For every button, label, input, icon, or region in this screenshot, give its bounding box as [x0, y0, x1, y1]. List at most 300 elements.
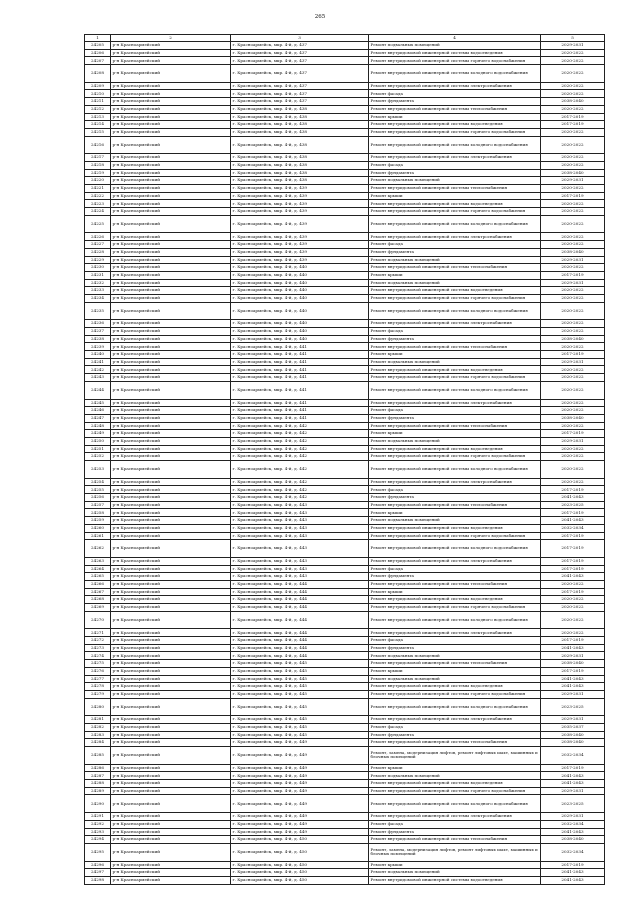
period-cell: 2029-2031 — [541, 716, 605, 724]
work-type-cell: Ремонт внутридомовой инженерной системы водоотведения — [369, 445, 541, 453]
address-cell: г. Красноармейск, мкр. 4-й, д. 440 — [231, 328, 369, 336]
period-cell: 2020-2022 — [541, 461, 605, 479]
district-cell: р-н Красноармейский — [111, 302, 231, 320]
address-cell: г. Красноармейск, мкр. 4-й, д. 449 — [231, 739, 369, 747]
table-row — [85, 509, 605, 517]
district-cell: р-н Красноармейский — [111, 478, 231, 486]
table-body — [85, 42, 605, 885]
district-cell: р-н Красноармейский — [111, 747, 231, 765]
address-cell: г. Красноармейск, мкр. 4-й, д. 442 — [231, 445, 369, 453]
row-number: 24284 — [85, 739, 111, 747]
work-type-cell: Ремонт внутридомовой инженерной системы холодного водоснабжения — [369, 65, 541, 83]
row-number: 24218 — [85, 161, 111, 169]
period-cell: 2020-2022 — [541, 604, 605, 612]
address-cell: г. Красноармейск, мкр. 4-й, д. 440 — [231, 294, 369, 302]
work-type-cell: Ремонт внутридомовой инженерной системы теплоснабжения — [369, 185, 541, 193]
table-row — [85, 136, 605, 154]
address-cell: г. Красноармейск, мкр. 4-й, д. 438 — [231, 121, 369, 129]
table-row — [85, 517, 605, 525]
address-cell: г. Красноармейск, мкр. 4-й, д. 442 — [231, 486, 369, 494]
period-cell: 2029-2031 — [541, 279, 605, 287]
work-type-cell: Ремонт внутридомовой инженерной системы теплоснабжения — [369, 343, 541, 351]
row-number: 24283 — [85, 731, 111, 739]
district-cell: р-н Красноармейский — [111, 596, 231, 604]
work-type-cell: Ремонт фасада — [369, 90, 541, 98]
table-row — [85, 573, 605, 581]
row-number: 24206 — [85, 49, 111, 57]
work-type-cell: Ремонт внутридомовой инженерной системы водоотведения — [369, 287, 541, 295]
table-row — [85, 453, 605, 461]
work-type-cell: Ремонт крыши — [369, 351, 541, 359]
period-cell: 2023-2025 — [541, 698, 605, 716]
address-cell: г. Красноармейск, мкр. 4-й, д. 438 — [231, 128, 369, 136]
work-type-cell: Ремонт внутридомовой инженерной системы холодного водоснабжения — [369, 302, 541, 320]
table-row — [85, 764, 605, 772]
district-cell: р-н Красноармейский — [111, 215, 231, 233]
work-type-cell: Ремонт внутридомовой инженерной системы водоотведения — [369, 200, 541, 208]
work-type-cell: Ремонт внутридомовой инженерной системы электроснабжения — [369, 813, 541, 821]
table-row — [85, 154, 605, 162]
period-cell: 2020-2022 — [541, 154, 605, 162]
district-cell: р-н Красноармейский — [111, 192, 231, 200]
table-row — [85, 422, 605, 430]
address-cell: г. Красноармейск, мкр. 4-й, д. 441 — [231, 343, 369, 351]
table-row — [85, 637, 605, 645]
address-cell: г. Красноармейск, мкр. 4-й, д. 449 — [231, 795, 369, 813]
row-number: 24231 — [85, 271, 111, 279]
table-row — [85, 437, 605, 445]
work-type-cell: Ремонт фундамента — [369, 414, 541, 422]
table-row — [85, 414, 605, 422]
row-number: 24292 — [85, 820, 111, 828]
table-row — [85, 335, 605, 343]
address-cell: г. Красноармейск, мкр. 4-й, д. 443 — [231, 524, 369, 532]
table-row — [85, 177, 605, 185]
table-row — [85, 629, 605, 637]
row-number: 24210 — [85, 90, 111, 98]
period-cell: 2020-2022 — [541, 328, 605, 336]
district-cell: р-н Красноармейский — [111, 772, 231, 780]
district-cell: р-н Красноармейский — [111, 248, 231, 256]
row-number: 24239 — [85, 343, 111, 351]
work-type-cell: Ремонт фасада — [369, 723, 541, 731]
work-type-cell: Ремонт крыши — [369, 667, 541, 675]
district-cell: р-н Красноармейский — [111, 65, 231, 83]
row-number: 24250 — [85, 437, 111, 445]
work-type-cell: Ремонт подвальных помещений — [369, 869, 541, 877]
row-number: 24266 — [85, 580, 111, 588]
table-row — [85, 494, 605, 502]
row-number: 24254 — [85, 478, 111, 486]
table-row — [85, 271, 605, 279]
district-cell: р-н Красноармейский — [111, 611, 231, 629]
address-cell: г. Красноармейск, мкр. 4-й, д. 438 — [231, 169, 369, 177]
address-cell: г. Красноармейск, мкр. 4-й, д. 444 — [231, 588, 369, 596]
period-cell: 2020-2022 — [541, 302, 605, 320]
period-cell: 2020-2022 — [541, 399, 605, 407]
period-cell: 2017-2019 — [541, 113, 605, 121]
address-cell: г. Красноармейск, мкр. 4-й, д. 437 — [231, 90, 369, 98]
district-cell: р-н Красноармейский — [111, 869, 231, 877]
row-number: 24212 — [85, 105, 111, 113]
district-cell: р-н Красноармейский — [111, 667, 231, 675]
address-cell: г. Красноармейск, мкр. 4-й, д. 443 — [231, 501, 369, 509]
row-number: 24275 — [85, 660, 111, 668]
work-type-cell: Ремонт подвальных помещений — [369, 42, 541, 50]
row-number: 24222 — [85, 192, 111, 200]
district-cell: р-н Красноармейский — [111, 422, 231, 430]
table-row — [85, 739, 605, 747]
table-row — [85, 486, 605, 494]
row-number: 24228 — [85, 248, 111, 256]
row-number: 24245 — [85, 399, 111, 407]
table-row — [85, 813, 605, 821]
work-type-cell: Ремонт внутридомовой инженерной системы электроснабжения — [369, 629, 541, 637]
row-number: 24293 — [85, 828, 111, 836]
table-row — [85, 501, 605, 509]
address-cell: г. Красноармейск, мкр. 4-й, д. 444 — [231, 652, 369, 660]
work-type-cell: Ремонт фасада — [369, 241, 541, 249]
row-number: 24274 — [85, 652, 111, 660]
address-cell: г. Красноармейск, мкр. 4-й, д. 440 — [231, 271, 369, 279]
table-row — [85, 731, 605, 739]
table-row — [85, 105, 605, 113]
table-row — [85, 264, 605, 272]
table-row — [85, 82, 605, 90]
work-type-cell: Ремонт внутридомовой инженерной системы водоотведения — [369, 683, 541, 691]
period-cell: 2032-2034 — [541, 747, 605, 765]
table-row — [85, 698, 605, 716]
address-cell: г. Красноармейск, мкр. 4-й, д. 438 — [231, 177, 369, 185]
period-cell: 2041-2043 — [541, 517, 605, 525]
address-cell: г. Красноармейск, мкр. 4-й, д. 445 — [231, 675, 369, 683]
row-number: 24270 — [85, 611, 111, 629]
address-cell: г. Красноармейск, мкр. 4-й, д. 439 — [231, 233, 369, 241]
district-cell: р-н Красноармейский — [111, 366, 231, 374]
period-cell: 2017-2019 — [541, 121, 605, 129]
row-number: 24214 — [85, 121, 111, 129]
row-number: 24286 — [85, 764, 111, 772]
work-type-cell: Ремонт внутридомовой инженерной системы теплоснабжения — [369, 501, 541, 509]
row-number: 24225 — [85, 215, 111, 233]
row-number: 24256 — [85, 494, 111, 502]
period-cell: 2029-2031 — [541, 437, 605, 445]
work-type-cell: Ремонт фундамента — [369, 169, 541, 177]
address-cell: г. Красноармейск, мкр. 4-й, д. 449 — [231, 764, 369, 772]
table-row — [85, 580, 605, 588]
work-type-cell: Ремонт, замена, модернизация лифтов, ремонт лифтовых шахт, машинных и блочных помещений — [369, 843, 541, 861]
period-cell: 2035-2037 — [541, 723, 605, 731]
work-type-cell: Ремонт внутридомовой инженерной системы теплоснабжения — [369, 836, 541, 844]
period-cell: 2020-2022 — [541, 374, 605, 382]
work-type-cell: Ремонт фундамента — [369, 494, 541, 502]
period-cell: 2017-2019 — [541, 430, 605, 438]
work-type-cell: Ремонт крыши — [369, 113, 541, 121]
table-row — [85, 121, 605, 129]
district-cell: р-н Красноармейский — [111, 461, 231, 479]
address-cell: г. Красноармейск, мкр. 4-й, д. 441 — [231, 351, 369, 359]
district-cell: р-н Красноармейский — [111, 49, 231, 57]
work-type-cell: Ремонт внутридомовой инженерной системы холодного водоснабжения — [369, 461, 541, 479]
district-cell: р-н Красноармейский — [111, 177, 231, 185]
table-row — [85, 667, 605, 675]
row-number: 24227 — [85, 241, 111, 249]
district-cell: р-н Красноармейский — [111, 335, 231, 343]
district-cell: р-н Красноармейский — [111, 208, 231, 216]
address-cell: г. Красноармейск, мкр. 4-й, д. 439 — [231, 208, 369, 216]
district-cell: р-н Красноармейский — [111, 690, 231, 698]
work-type-cell: Ремонт подвальных помещений — [369, 358, 541, 366]
row-number: 24215 — [85, 128, 111, 136]
work-type-cell: Ремонт внутридомовой инженерной системы водоотведения — [369, 121, 541, 129]
work-type-cell: Ремонт крыши — [369, 588, 541, 596]
district-cell: р-н Красноармейский — [111, 731, 231, 739]
row-number: 24279 — [85, 690, 111, 698]
work-type-cell: Ремонт внутридомовой инженерной системы электроснабжения — [369, 320, 541, 328]
row-number: 24289 — [85, 787, 111, 795]
table-row — [85, 399, 605, 407]
period-cell: 2020-2022 — [541, 580, 605, 588]
period-cell: 2017-2019 — [541, 764, 605, 772]
address-cell: г. Красноармейск, мкр. 4-й, д. 443 — [231, 509, 369, 517]
district-cell: р-н Красноармейский — [111, 876, 231, 884]
address-cell: г. Красноармейск, мкр. 4-й, д. 443 — [231, 557, 369, 565]
address-cell: г. Красноармейск, мкр. 4-й, д. 449 — [231, 747, 369, 765]
table-row — [85, 611, 605, 629]
work-type-cell: Ремонт фасада — [369, 328, 541, 336]
table-row — [85, 407, 605, 415]
table-row — [85, 843, 605, 861]
period-cell: 2020-2022 — [541, 65, 605, 83]
address-cell: г. Красноармейск, мкр. 4-й, д. 437 — [231, 57, 369, 65]
row-number: 24223 — [85, 200, 111, 208]
district-cell: р-н Красноармейский — [111, 787, 231, 795]
period-cell: 2017-2019 — [541, 588, 605, 596]
period-cell: 2041-2043 — [541, 573, 605, 581]
table-row — [85, 241, 605, 249]
period-cell: 2017-2019 — [541, 351, 605, 359]
row-number: 24280 — [85, 698, 111, 716]
table-row — [85, 644, 605, 652]
row-number: 24255 — [85, 486, 111, 494]
address-cell: г. Красноармейск, мкр. 4-й, д. 438 — [231, 105, 369, 113]
work-type-cell: Ремонт внутридомовой инженерной системы горячего водоснабжения — [369, 294, 541, 302]
period-cell: 2020-2022 — [541, 241, 605, 249]
period-cell: 2038-2040 — [541, 98, 605, 106]
work-type-cell: Ремонт внутридомовой инженерной системы горячего водоснабжения — [369, 374, 541, 382]
district-cell: р-н Красноармейский — [111, 524, 231, 532]
table-row — [85, 113, 605, 121]
period-cell: 2020-2022 — [541, 445, 605, 453]
district-cell: р-н Красноармейский — [111, 644, 231, 652]
table-row — [85, 169, 605, 177]
address-cell: г. Красноармейск, мкр. 4-й, д. 440 — [231, 287, 369, 295]
table-row — [85, 723, 605, 731]
work-type-cell: Ремонт фундамента — [369, 731, 541, 739]
district-cell: р-н Красноармейский — [111, 271, 231, 279]
work-type-cell: Ремонт внутридомовой инженерной системы теплоснабжения — [369, 422, 541, 430]
work-type-cell: Ремонт подвальных помещений — [369, 279, 541, 287]
work-type-cell: Ремонт внутридомовой инженерной системы теплоснабжения — [369, 739, 541, 747]
row-number: 24273 — [85, 644, 111, 652]
table-row — [85, 215, 605, 233]
address-cell: г. Красноармейск, мкр. 4-й, д. 441 — [231, 374, 369, 382]
address-cell: г. Красноармейск, мкр. 4-й, д. 443 — [231, 532, 369, 540]
address-cell: г. Красноармейск, мкр. 4-й, д. 440 — [231, 264, 369, 272]
district-cell: р-н Красноармейский — [111, 287, 231, 295]
period-cell: 2038-2040 — [541, 169, 605, 177]
table-row — [85, 772, 605, 780]
district-cell: р-н Красноармейский — [111, 843, 231, 861]
period-cell: 2020-2022 — [541, 105, 605, 113]
row-number: 24247 — [85, 414, 111, 422]
table-row — [85, 98, 605, 106]
table-row — [85, 351, 605, 359]
row-number: 24295 — [85, 843, 111, 861]
work-type-cell: Ремонт внутридомовой инженерной системы электроснабжения — [369, 233, 541, 241]
period-cell: 2017-2019 — [541, 271, 605, 279]
address-cell: г. Красноармейск, мкр. 4-й, д. 441 — [231, 414, 369, 422]
period-cell: 2041-2043 — [541, 876, 605, 884]
work-type-cell: Ремонт крыши — [369, 509, 541, 517]
table-row — [85, 343, 605, 351]
address-cell: г. Красноармейск, мкр. 4-й, д. 438 — [231, 136, 369, 154]
register-table — [84, 34, 605, 885]
period-cell: 2020-2022 — [541, 208, 605, 216]
table-row — [85, 861, 605, 869]
table-row — [85, 557, 605, 565]
work-type-cell: Ремонт внутридомовой инженерной системы теплоснабжения — [369, 660, 541, 668]
work-type-cell: Ремонт подвальных помещений — [369, 675, 541, 683]
row-number: 24213 — [85, 113, 111, 121]
period-cell: 2017-2019 — [541, 557, 605, 565]
address-cell: г. Красноармейск, мкр. 4-й, д. 438 — [231, 154, 369, 162]
address-cell: г. Красноармейск, мкр. 4-й, д. 449 — [231, 772, 369, 780]
period-cell: 2029-2031 — [541, 177, 605, 185]
district-cell: р-н Красноармейский — [111, 414, 231, 422]
table-row — [85, 540, 605, 558]
period-cell: 2020-2022 — [541, 49, 605, 57]
row-number: 24281 — [85, 716, 111, 724]
period-cell: 2032-2034 — [541, 524, 605, 532]
period-cell: 2038-2040 — [541, 335, 605, 343]
address-cell: г. Красноармейск, мкр. 4-й, д. 443 — [231, 540, 369, 558]
district-cell: р-н Красноармейский — [111, 739, 231, 747]
period-cell: 2017-2019 — [541, 540, 605, 558]
district-cell: р-н Красноармейский — [111, 161, 231, 169]
address-cell: г. Красноармейск, мкр. 4-й, д. 444 — [231, 637, 369, 645]
address-cell: г. Красноармейск, мкр. 4-й, д. 437 — [231, 98, 369, 106]
period-cell: 2020-2022 — [541, 185, 605, 193]
table-row — [85, 294, 605, 302]
district-cell: р-н Красноармейский — [111, 604, 231, 612]
district-cell: р-н Красноармейский — [111, 820, 231, 828]
period-cell: 2017-2019 — [541, 192, 605, 200]
district-cell: р-н Красноармейский — [111, 501, 231, 509]
row-number: 24246 — [85, 407, 111, 415]
period-cell: 2020-2022 — [541, 320, 605, 328]
district-cell: р-н Красноармейский — [111, 517, 231, 525]
address-cell: г. Красноармейск, мкр. 4-й, д. 439 — [231, 241, 369, 249]
work-type-cell: Ремонт внутридомовой инженерной системы холодного водоснабжения — [369, 698, 541, 716]
table-row — [85, 185, 605, 193]
col-header-2: 2 — [111, 35, 231, 42]
table-row — [85, 42, 605, 50]
period-cell: 2020-2022 — [541, 381, 605, 399]
work-type-cell: Ремонт внутридомовой инженерной системы холодного водоснабжения — [369, 540, 541, 558]
work-type-cell: Ремонт внутридомовой инженерной системы водоотведения — [369, 524, 541, 532]
period-cell: 2032-2034 — [541, 820, 605, 828]
row-number: 24209 — [85, 82, 111, 90]
period-cell: 2020-2022 — [541, 233, 605, 241]
period-cell: 2017-2019 — [541, 509, 605, 517]
district-cell: р-н Красноармейский — [111, 540, 231, 558]
row-number: 24272 — [85, 637, 111, 645]
row-number: 24258 — [85, 509, 111, 517]
period-cell: 2023-2025 — [541, 795, 605, 813]
work-type-cell: Ремонт внутридомовой инженерной системы электроснабжения — [369, 478, 541, 486]
address-cell: г. Красноармейск, мкр. 4-й, д. 443 — [231, 565, 369, 573]
row-number: 24248 — [85, 422, 111, 430]
address-cell: г. Красноармейск, мкр. 4-й, д. 442 — [231, 430, 369, 438]
district-cell: р-н Красноармейский — [111, 637, 231, 645]
work-type-cell: Ремонт фасада — [369, 565, 541, 573]
work-type-cell: Ремонт внутридомовой инженерной системы электроснабжения — [369, 154, 541, 162]
table-row — [85, 836, 605, 844]
district-cell: р-н Красноармейский — [111, 256, 231, 264]
district-cell: р-н Красноармейский — [111, 565, 231, 573]
address-cell: г. Красноармейск, мкр. 4-й, д. 437 — [231, 42, 369, 50]
address-cell: г. Красноармейск, мкр. 4-й, д. 444 — [231, 611, 369, 629]
table-row — [85, 532, 605, 540]
district-cell: р-н Красноармейский — [111, 294, 231, 302]
work-type-cell: Ремонт подвальных помещений — [369, 652, 541, 660]
row-number: 24233 — [85, 287, 111, 295]
table-row — [85, 279, 605, 287]
work-type-cell: Ремонт внутридомовой инженерной системы электроснабжения — [369, 399, 541, 407]
district-cell: р-н Красноармейский — [111, 494, 231, 502]
district-cell: р-н Красноармейский — [111, 279, 231, 287]
header-row — [85, 35, 605, 42]
table-row — [85, 256, 605, 264]
district-cell: р-н Красноармейский — [111, 629, 231, 637]
period-cell: 2041-2043 — [541, 494, 605, 502]
work-type-cell: Ремонт фундамента — [369, 248, 541, 256]
work-type-cell: Ремонт внутридомовой инженерной системы горячего водоснабжения — [369, 208, 541, 216]
table-row — [85, 820, 605, 828]
address-cell: г. Красноармейск, мкр. 4-й, д. 450 — [231, 843, 369, 861]
work-type-cell: Ремонт фундамента — [369, 335, 541, 343]
district-cell: р-н Красноармейский — [111, 343, 231, 351]
table-row — [85, 366, 605, 374]
district-cell: р-н Красноармейский — [111, 200, 231, 208]
row-number: 24285 — [85, 747, 111, 765]
row-number: 24244 — [85, 381, 111, 399]
address-cell: г. Красноармейск, мкр. 4-й, д. 438 — [231, 113, 369, 121]
row-number: 24234 — [85, 294, 111, 302]
row-number: 24264 — [85, 565, 111, 573]
work-type-cell: Ремонт внутридомовой инженерной системы холодного водоснабжения — [369, 795, 541, 813]
district-cell: р-н Красноармейский — [111, 381, 231, 399]
table-row — [85, 596, 605, 604]
row-number: 24267 — [85, 588, 111, 596]
period-cell: 2020-2022 — [541, 478, 605, 486]
period-cell: 2038-2040 — [541, 248, 605, 256]
work-type-cell: Ремонт внутридомовой инженерной системы горячего водоснабжения — [369, 128, 541, 136]
table-row — [85, 780, 605, 788]
row-number: 24243 — [85, 374, 111, 382]
district-cell: р-н Красноармейский — [111, 764, 231, 772]
